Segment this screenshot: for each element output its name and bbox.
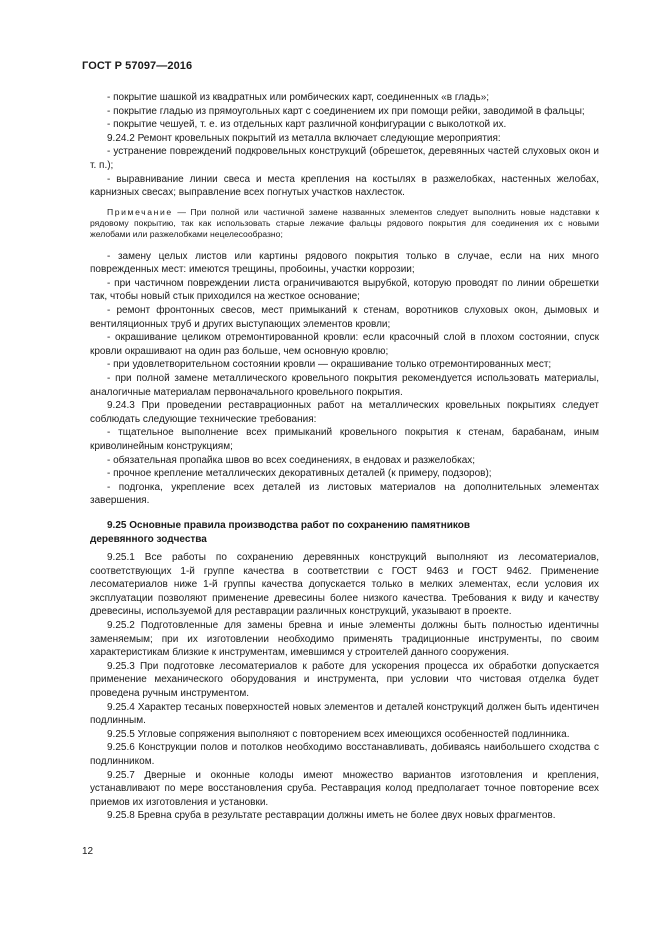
paragraph: - окрашивание целиком отремонтированной кровли: если красочный слой в плохом состоянии, спуск кровли окрашивают на один раз больше, чем основную кровлю; xyxy=(90,332,599,357)
paragraph: - при полной замене металлического кровельного покрытия рекомендуется использовать материалы, аналогичные материалам первоначального кровельного покрытия. xyxy=(90,372,599,398)
paragraph: 9.25.8 Бревна сруба в результате реставрации должны иметь не более двух новых фрагментов. xyxy=(107,810,556,822)
paragraph: - покрытие чешуей, т. е. из отдельных карт различной конфигурации с выколоткой их. xyxy=(107,119,507,131)
paragraph: 9.25.1 Все работы по сохранению деревянных конструкций выполняют из лесоматериалов, соответствующих 1-й группе качества в соответствии с ГОСТ 9463 и ГОСТ 9462. Применение лесоматериалов ниже 1-й группы качества допускается только в мелких элементах, если условия их эксплуатации позволяют применение древесины более низкого качества. Требования к виду и качеству древесины, используемой для реставрации различных конструкций, указывают в проекте. xyxy=(90,552,599,618)
paragraph: 9.25.6 Конструкции полов и потолков необходимо восстанавливать, добиваясь наибольшего сходства с подлинником. xyxy=(90,742,599,768)
section-title xyxy=(90,519,599,546)
paragraph: 9.25.7 Дверные и оконные колоды имеют множество вариантов изготовления и крепления, устанавливают по мере восстановления сруба. Реставрация колод предполагает точное повторение всех приемов их изготовления и установки. xyxy=(90,769,599,808)
paragraph: - покрытие шашкой из квадратных или ромбических карт, соединенных «в гладь»; xyxy=(107,92,490,103)
note xyxy=(90,207,599,241)
paragraph: - прочное крепление металлических декоративных деталей (к примеру, подзоров); xyxy=(107,468,492,480)
document-header: ГОСТ Р 57097—2016 xyxy=(82,60,193,72)
paragraph: - подгонка, укрепление всех деталей из листовых материалов на дополнительных элементах завершения. xyxy=(90,481,599,507)
paragraph: 9.25.3 При подготовке лесоматериалов к работе для ускорения процесса их обработки допускается применение механического оборудования и инструмента, при условии что чистовая отделка будет проведена ручным инструментом. xyxy=(90,660,599,700)
paragraph: - обязательная пропайка швов во всех соединениях, в ендовах и разжелобках; xyxy=(107,454,476,466)
section-title-line-1: 9.25 Основные правила производства работ по сохранению памятников xyxy=(107,519,471,531)
paragraph: - выравнивание линии свеса и места крепления на костылях в разжелобках, настенных желобах, карнизных свесах; выправление всех погнутых участков нахлесток. xyxy=(90,173,599,199)
paragraph: - ремонт фронтонных свесов, мест примыканий к стенам, воротников слуховых окон, дымовых и вентиляционных труб и других выступающих элементов кровли; xyxy=(90,305,599,330)
paragraph: - замену целых листов или картины рядового покрытия только в случае, если на них много поврежденных мест: имеются трещины, пробоины, участки коррозии; xyxy=(90,250,599,276)
page-body xyxy=(90,91,599,823)
paragraph: - устранение повреждений подкровельных конструкций (обрешеток, деревянных частей слуховых окон и т. п.); xyxy=(90,146,599,171)
note-label: Примечание xyxy=(107,206,173,217)
section-title-line-2: деревянного зодчества xyxy=(90,533,207,545)
paragraph: 9.25.2 Подготовленные для замены бревна и иные элементы должны быть полностью идентичны заменяемым; при их изготовлении необходимо применять традиционные инструменты, по своим характеристикам близкие к инструментам, имевшимся у строителей данного сооружения. xyxy=(90,620,599,659)
paragraph: 9.25.4 Характер тесаных поверхностей новых элементов и деталей конструкций должен быть идентичен подлинным. xyxy=(90,701,599,727)
paragraph: - покрытие гладью из прямоугольных карт с соединением их при помощи рейки, заводимой в фальцы; xyxy=(107,105,585,117)
paragraph: - при удовлетворительном состоянии кровли — окрашивание только отремонтированных мест; xyxy=(107,359,552,371)
page-number: 12 xyxy=(82,846,94,857)
paragraph: - при частичном повреждении листа ограничиваются вырубкой, которую проводят по линии обрешетки так, чтобы новый стык приходился на жесткое основание; xyxy=(90,277,599,303)
paragraph: 9.24.3 При проведении реставрационных работ на металлических кровельных покрытиях следует соблюдать следующие технические требования: xyxy=(90,400,599,425)
paragraph: 9.25.5 Угловые сопряжения выполняют с повторением всех имеющихся особенностей подлинника. xyxy=(107,728,570,740)
note-text: — При полной или частичной замене названных элементов следует выполнить новые надставки к рядовому покрытию, так как использовать старые лежачие фальцы рядового покрытия для соединения их с новыми желобами или разжелобками нецелесообразно; xyxy=(90,206,599,240)
paragraph: 9.24.2 Ремонт кровельных покрытий из металла включает следующие мероприятия: xyxy=(107,132,501,144)
paragraph: - тщательное выполнение всех примыканий кровельного покрытия к стенам, барабанам, иным криволинейным конструкциям; xyxy=(90,427,599,452)
